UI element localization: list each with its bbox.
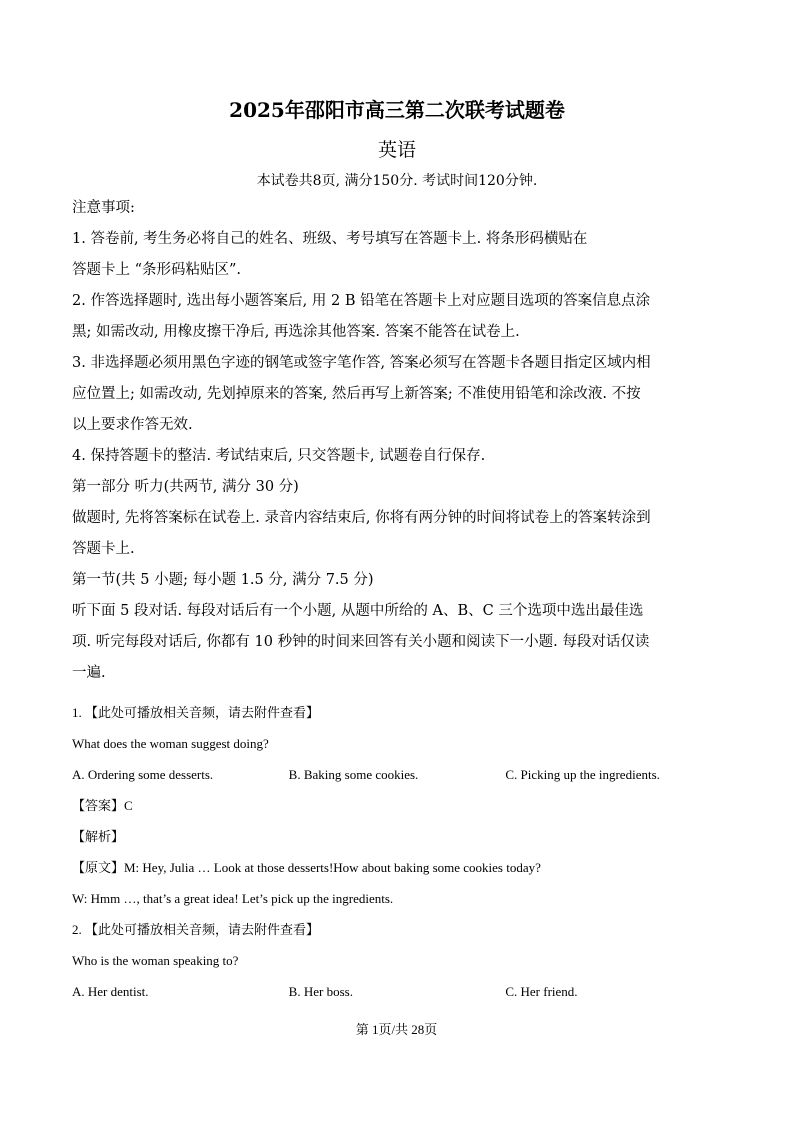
exam-info: 本试卷共8页, 满分150分. 考试时间120分钟. (256, 173, 538, 189)
question-1-answer: 【答案】C (72, 798, 133, 813)
option-b: B. Baking some cookies. (288, 767, 419, 782)
exam-page (72, 95, 722, 1007)
question-2-options (72, 976, 722, 1007)
part1-intro-line: 答题卡上. (72, 541, 135, 557)
question-1-text: What does the woman suggest doing? (72, 736, 269, 751)
part1-section (72, 472, 722, 565)
option-c: C. Her friend. (505, 984, 578, 999)
question-1-script-line: W: Hmm …, that’s a great idea! Let’s pick up the ingredients. (72, 891, 394, 906)
note-line: 答题卡上 “条形码粘贴区”. (72, 262, 242, 278)
note-line: 4. 保持答题卡的整洁. 考试结束后, 只交答题卡, 试题卷自行保存. (72, 448, 486, 464)
exam-title: 2025年邵阳市高三第二次联考试题卷 (229, 98, 565, 122)
question-1-options (72, 759, 722, 790)
option-a: A. Ordering some desserts. (72, 767, 214, 782)
section1-intro-line: 听下面 5 段对话. 每段对话后有一个小题, 从题中所给的 A、B、C 三个选项中选出最佳选 (72, 603, 644, 619)
notes-heading: 注意事项: (72, 200, 135, 216)
option-a: A. Her dentist. (72, 984, 149, 999)
question-1-analysis: 【解析】 (72, 829, 125, 844)
question-2 (72, 914, 722, 1007)
question-2-text: Who is the woman speaking to? (72, 953, 239, 968)
note-line: 以上要求作答无效. (72, 417, 193, 433)
option-b: B. Her boss. (288, 984, 353, 999)
note-line: 黑; 如需改动, 用橡皮擦干净后, 再选涂其他答案. 答案不能答在试卷上. (72, 324, 520, 340)
notes-section (72, 193, 722, 472)
question-1-script-line: 【原文】M: Hey, Julia … Look at those desserts!How about baking some cookies today? (72, 860, 541, 875)
note-line: 3. 非选择题必须用黑色字迹的钢笔或签字笔作答, 答案必须写在答题卡各题目指定区域内相 (72, 355, 651, 371)
exam-subject: 英语 (377, 139, 416, 161)
page-footer: 第 1页/共 28页 (355, 1022, 438, 1037)
section1-intro-line: 项. 听完每段对话后, 你都有 10 秒钟的时间来回答有关小题和阅读下一小题. 每段对话仅读 (72, 634, 650, 650)
part1-intro-line: 做题时, 先将答案标在试卷上. 录音内容结束后, 你将有两分钟的时间将试卷上的答案转涂到 (72, 510, 651, 526)
question-1 (72, 697, 722, 914)
note-line: 2. 作答选择题时, 选出每小题答案后, 用 2 B 铅笔在答题卡上对应题目选项的答案信息点涂 (72, 293, 651, 309)
question-2-audio-label[interactable]: 2. 【此处可播放相关音频，请去附件查看】 (72, 922, 320, 937)
question-1-audio-label[interactable]: 1. 【此处可播放相关音频，请去附件查看】 (72, 705, 320, 720)
section1 (72, 565, 722, 689)
section1-heading: 第一节(共 5 小题; 每小题 1.5 分, 满分 7.5 分) (72, 572, 374, 588)
note-line: 1. 答卷前, 考生务必将自己的姓名、班级、考号填写在答题卡上. 将条形码横贴在 (72, 231, 588, 247)
section1-intro-line: 一遍. (72, 665, 106, 681)
option-c: C. Picking up the ingredients. (505, 767, 660, 782)
part1-heading: 第一部分 听力(共两节, 满分 30 分) (72, 479, 299, 495)
note-line: 应位置上; 如需改动, 先划掉原来的答案, 然后再写上新答案; 不准使用铅笔和涂改液. 不按 (72, 386, 641, 402)
